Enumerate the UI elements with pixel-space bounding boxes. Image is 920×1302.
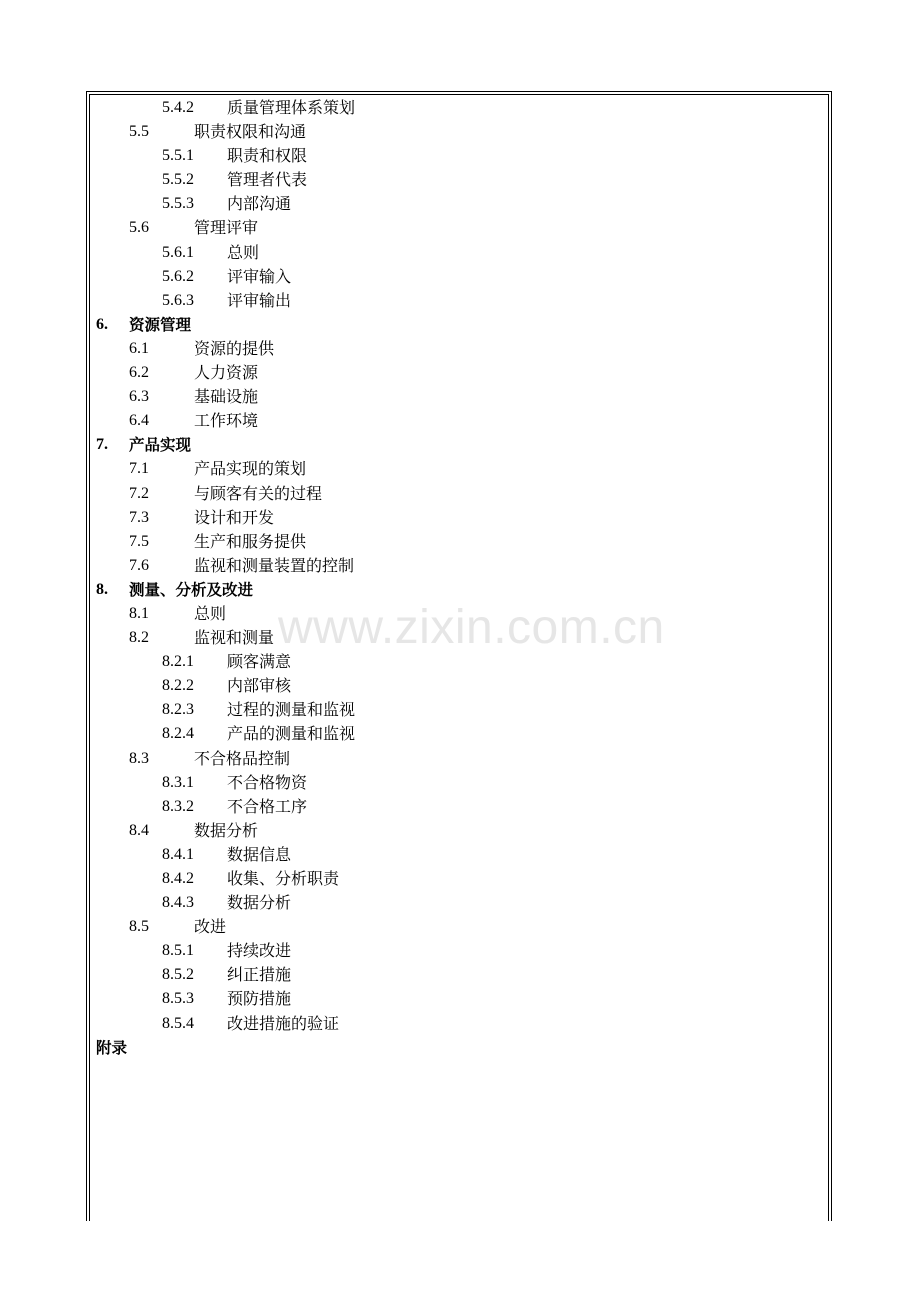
toc-entry [96, 602, 816, 626]
toc-entry-title: 总则 [194, 603, 227, 623]
toc-entry [96, 482, 816, 506]
toc-entry [96, 747, 816, 771]
toc-entry-number: 8.5.1 [162, 942, 194, 960]
toc-entry-number: 8.4.1 [162, 845, 194, 863]
toc-entry [96, 289, 816, 313]
toc-entry [96, 457, 816, 481]
watermark: www.zixin.com.cn [278, 601, 665, 654]
toc-entry-title: 顾客满意 [227, 652, 292, 672]
toc-entry [96, 433, 816, 457]
toc-entry [96, 216, 816, 240]
toc-entry-title: 收集、分析职责 [227, 869, 340, 888]
toc-entry [96, 771, 816, 795]
toc-entry [96, 265, 816, 289]
toc-entry-number: 8.5.4 [162, 1014, 194, 1032]
toc-entry [96, 144, 816, 168]
toc-entry-number: 8.5 [129, 918, 149, 936]
toc-entry [96, 192, 816, 216]
toc-entry-number: 8.2.3 [162, 701, 194, 719]
toc-entry [96, 939, 816, 963]
toc-entry-number: 7.5 [129, 532, 149, 550]
toc-entry-title: 工作环境 [194, 411, 259, 431]
toc-entry-title: 监视和测量装置的控制 [194, 555, 355, 575]
toc-entry [96, 795, 816, 819]
table-of-contents [96, 96, 816, 1060]
toc-entry-number: 7.3 [129, 508, 149, 526]
toc-entry-number: 5.5 [129, 123, 149, 141]
toc-entry [96, 626, 816, 650]
toc-entry-title: 改进 [194, 917, 227, 937]
toc-entry-title: 基础设施 [194, 387, 259, 407]
toc-entry-number: 5.5.3 [162, 195, 194, 213]
toc-entry-title: 不合格品控制 [194, 748, 291, 768]
toc-entry-title: 质量管理体系策划 [227, 98, 356, 117]
toc-entry-number: 5.6.2 [162, 267, 194, 285]
toc-entry [96, 120, 816, 144]
toc-entry-number: 5.5.2 [162, 171, 194, 189]
toc-entry-number: 8.3.2 [162, 797, 194, 815]
toc-entry [96, 963, 816, 987]
toc-entry [96, 698, 816, 722]
toc-entry-title: 职责权限和沟通 [194, 122, 307, 142]
toc-entry-number: 8.4.3 [162, 894, 194, 912]
toc-entry [96, 915, 816, 939]
toc-entry [96, 722, 816, 746]
toc-entry-number: 8.5.3 [162, 990, 194, 1008]
toc-entry [96, 96, 816, 120]
toc-entry-title: 不合格物资 [227, 772, 308, 792]
toc-entry-number: 8.3.1 [162, 773, 194, 791]
toc-entry-number: 7.6 [129, 556, 149, 574]
toc-entry [96, 409, 816, 433]
toc-entry-number: 6. [96, 315, 108, 333]
toc-entry-title: 测量、分析及改进 [129, 580, 254, 599]
toc-entry-number: 6.3 [129, 388, 149, 406]
toc-entry-title: 总则 [227, 242, 260, 262]
toc-entry-title: 数据信息 [227, 844, 292, 864]
toc-entry-number: 8.4 [129, 821, 149, 839]
toc-entry-title: 不合格工序 [227, 796, 308, 816]
toc-entry-number: 5.6.1 [162, 243, 194, 261]
toc-entry [96, 1036, 816, 1060]
toc-entry-number: 8.2.2 [162, 677, 194, 695]
toc-entry-number: 6.4 [129, 412, 149, 430]
toc-entry-number: 6.1 [129, 339, 149, 357]
toc-entry-title: 预防措施 [227, 989, 292, 1009]
toc-entry-title: 产品的测量和监视 [227, 724, 356, 744]
toc-entry [96, 843, 816, 867]
toc-entry-number: 5.6 [129, 219, 149, 237]
toc-entry [96, 650, 816, 674]
toc-entry [96, 506, 816, 530]
toc-entry [96, 819, 816, 843]
toc-entry-title: 与顾客有关的过程 [194, 483, 323, 503]
toc-entry-title: 附录 [96, 1038, 128, 1057]
toc-entry [96, 867, 816, 891]
toc-entry [96, 674, 816, 698]
toc-entry-title: 评审输出 [227, 290, 292, 310]
toc-entry-number: 8.4.2 [162, 870, 194, 887]
toc-entry-number: 8.2.1 [162, 653, 194, 671]
toc-entry-number: 8.5.2 [162, 966, 194, 984]
toc-entry [96, 385, 816, 409]
toc-entry-title: 生产和服务提供 [194, 531, 307, 551]
toc-entry-title: 改进措施的验证 [227, 1013, 340, 1033]
toc-entry-number: 8.1 [129, 604, 149, 622]
toc-entry-title: 资源的提供 [194, 338, 275, 358]
toc-entry-title: 评审输入 [227, 266, 292, 286]
toc-entry [96, 241, 816, 265]
toc-entry-number: 7.2 [129, 484, 149, 502]
toc-entry-title: 数据分析 [227, 893, 292, 913]
toc-entry-number: 8. [96, 580, 108, 598]
toc-entry-title: 设计和开发 [194, 507, 275, 527]
toc-entry-title: 管理评审 [194, 218, 259, 238]
toc-entry [96, 891, 816, 915]
toc-entry-title: 数据分析 [194, 820, 259, 840]
toc-entry-title: 人力资源 [194, 363, 259, 383]
toc-entry [96, 987, 816, 1011]
toc-entry [96, 168, 816, 192]
toc-entry-title: 产品实现的策划 [194, 459, 307, 479]
toc-entry [96, 530, 816, 554]
toc-entry-title: 管理者代表 [227, 170, 308, 190]
toc-entry [96, 1012, 816, 1036]
toc-entry [96, 337, 816, 361]
toc-entry-number: 5.4.2 [162, 99, 194, 116]
toc-entry-title: 纠正措施 [227, 965, 292, 985]
toc-entry-number: 7.1 [129, 460, 149, 478]
toc-entry-title: 过程的测量和监视 [227, 700, 356, 720]
toc-entry-title: 内部沟通 [227, 194, 292, 214]
toc-entry-title: 监视和测量 [194, 628, 275, 648]
toc-entry-number: 5.6.3 [162, 291, 194, 309]
toc-entry-number: 8.3 [129, 749, 149, 767]
toc-entry [96, 554, 816, 578]
toc-entry-number: 8.2.4 [162, 725, 194, 743]
toc-entry-number: 8.2 [129, 629, 149, 647]
toc-entry-title: 内部审核 [227, 676, 292, 696]
toc-entry [96, 313, 816, 337]
toc-entry-number: 5.5.1 [162, 147, 194, 165]
toc-entry-number: 7. [96, 436, 108, 454]
toc-entry-title: 职责和权限 [227, 146, 308, 166]
toc-entry [96, 578, 816, 602]
toc-entry-title: 产品实现 [129, 436, 192, 455]
toc-entry-title: 持续改进 [227, 941, 292, 961]
toc-entry [96, 361, 816, 385]
toc-entry-title: 资源管理 [129, 315, 192, 334]
toc-entry-number: 6.2 [129, 364, 149, 382]
